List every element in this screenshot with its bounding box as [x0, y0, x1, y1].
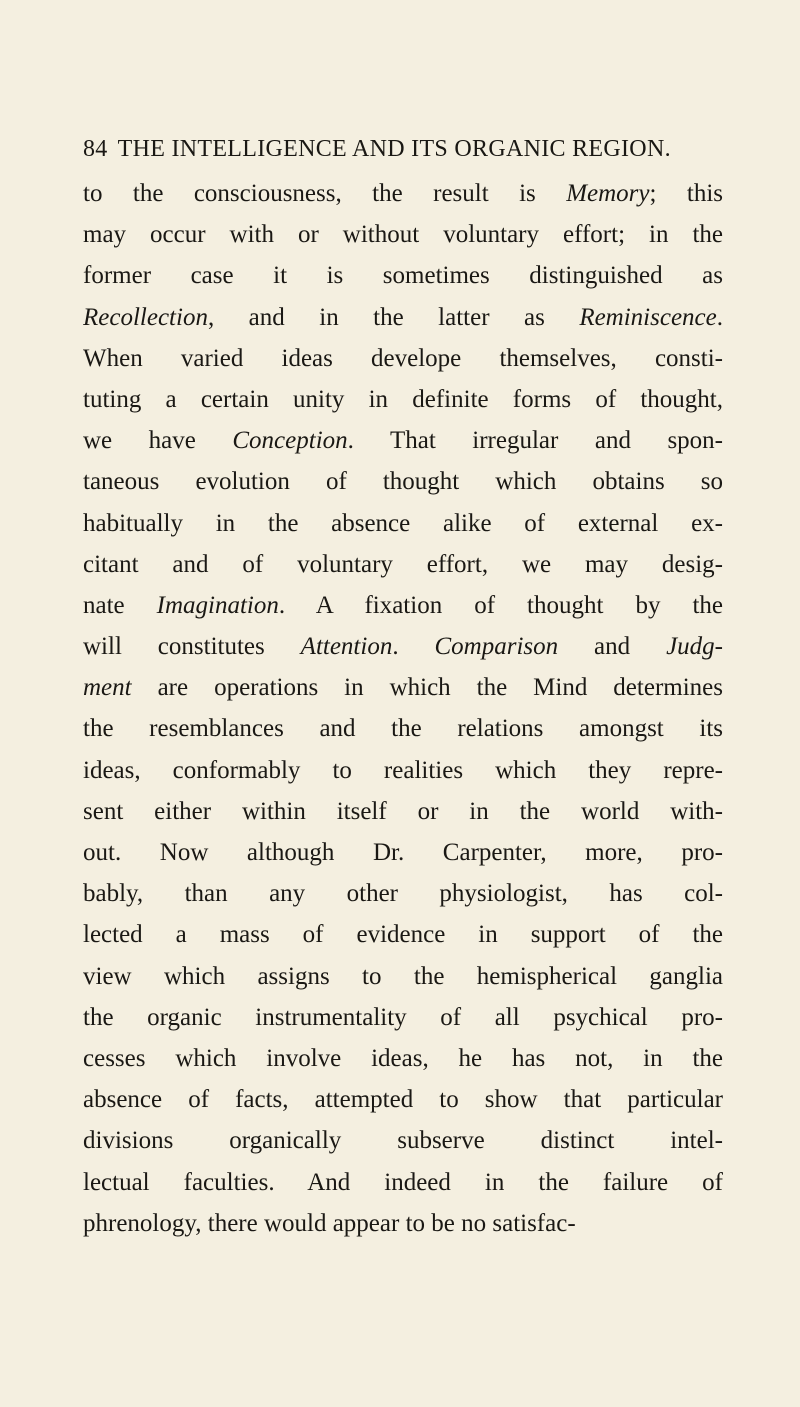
text-line [83, 297, 723, 338]
italic-term: ment [83, 674, 132, 702]
text-segment: and [558, 633, 667, 661]
text-line [83, 832, 723, 873]
text-segment: citant and of voluntary effort, we may desig- [83, 550, 723, 578]
text-line [83, 914, 723, 955]
text-line [83, 420, 723, 461]
text-line [83, 1038, 723, 1079]
text-segment: will constitutes [83, 633, 301, 661]
italic-term: Reminiscence [579, 303, 717, 331]
italic-term: Recollection [83, 303, 208, 331]
italic-term: Imagination [156, 591, 279, 619]
italic-term: Conception [232, 427, 348, 455]
text-segment: may occur with or without voluntary effort; in the [83, 221, 723, 249]
text-segment: former case it is sometimes distinguished as [83, 262, 723, 290]
italic-term: Judg- [666, 633, 723, 661]
text-segment: tuting a certain unity in definite forms of thought, [83, 385, 723, 413]
text-line [83, 956, 723, 997]
text-segment: absence of facts, attempted to show that particular [83, 1086, 723, 1114]
text-segment: lected a mass of evidence in support of the [83, 921, 723, 949]
text-segment: . [392, 633, 435, 661]
text-line [83, 379, 723, 420]
text-segment: cesses which involve ideas, he has not, in the [83, 1044, 723, 1072]
italic-term: Attention [300, 633, 393, 661]
text-line [83, 585, 723, 626]
text-line [83, 173, 723, 214]
text-line [83, 626, 723, 667]
text-segment: divisions organically subserve distinct intel- [83, 1127, 723, 1155]
text-segment: sent either within itself or in the world with- [83, 797, 723, 825]
text-line [83, 873, 723, 914]
italic-term: Comparison [434, 633, 559, 661]
text-segment: out. Now although Dr. Carpenter, more, pro- [83, 839, 723, 866]
text-line [83, 255, 723, 296]
text-segment: phrenology, there would appear to be no satisfac- [83, 1209, 576, 1237]
text-line [83, 1162, 723, 1203]
running-head [83, 136, 723, 163]
text-segment: are operations in which the Mind determines [131, 674, 723, 702]
running-title: THE INTELLIGENCE AND ITS ORGANIC REGION. [117, 136, 671, 162]
text-segment: the resemblances and the relations amongst its [83, 715, 723, 743]
text-line [83, 338, 723, 379]
italic-term: Memory [566, 180, 650, 207]
text-line [83, 1120, 723, 1161]
text-line [83, 667, 723, 708]
text-segment: we have [83, 427, 233, 455]
text-line [83, 544, 723, 585]
body-text [83, 173, 723, 1244]
text-segment: to the consciousness, the result is [83, 180, 567, 207]
text-segment: habitually in the absence alike of external ex- [83, 509, 723, 537]
text-segment: bably, than any other physiologist, has col- [83, 880, 723, 908]
text-line [83, 997, 723, 1038]
text-segment: , and in the latter as [207, 303, 580, 331]
text-segment: . A fixation of thought by the [278, 591, 723, 619]
text-line [83, 750, 723, 791]
text-segment: view which assigns to the hemispherical ganglia [83, 962, 723, 990]
text-line [83, 214, 723, 255]
text-segment: taneous evolution of thought which obtains so [83, 468, 723, 496]
text-segment: . [716, 303, 723, 331]
text-line [83, 791, 723, 832]
text-line [83, 461, 723, 502]
text-segment: lectual faculties. And indeed in the failure of [83, 1168, 723, 1196]
text-segment: ; this [649, 180, 723, 207]
text-segment: When varied ideas develope themselves, consti- [83, 344, 723, 372]
text-segment: ideas, conformably to realities which they repre- [83, 756, 723, 784]
page-number: 84 [83, 136, 108, 162]
text-line [83, 503, 723, 544]
text-line [83, 1203, 723, 1244]
text-segment: nate [83, 591, 157, 619]
text-segment: . That irregular and spon- [347, 427, 723, 455]
text-segment: the organic instrumentality of all psychical pro- [83, 1003, 723, 1031]
text-line [83, 708, 723, 749]
text-line [83, 1079, 723, 1120]
